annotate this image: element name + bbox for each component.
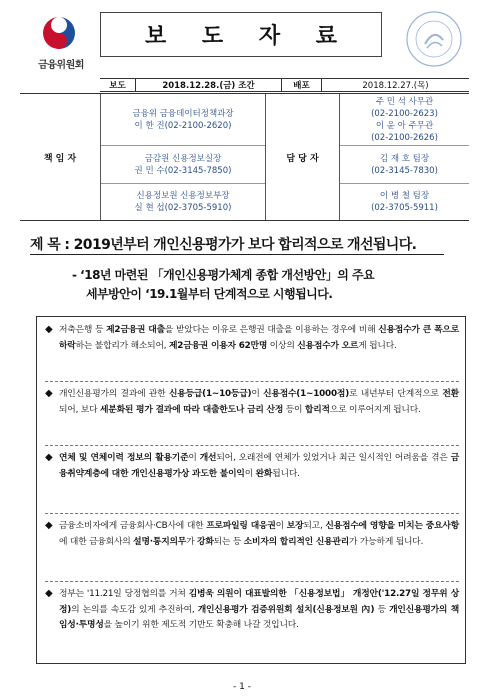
page-number: - 1 - (233, 682, 251, 692)
staff-phone: (02-2100-2626) (371, 132, 438, 143)
bullet-segment: 게 됩니다. (358, 340, 397, 351)
bullet-emphasis: 제2금융권 이용자 62만명 (168, 340, 268, 351)
bullet-segment: 을 받았다는 이유로 은행권 대출을 이용하는 경우에 비해 (164, 325, 379, 335)
summary-bullet (45, 587, 459, 634)
responsible-cell (101, 146, 265, 184)
staff-name: 이 병 철 팀장 (379, 191, 430, 201)
date-row (100, 78, 469, 92)
bullet-segment: 로 내년부터 단계적으로 (349, 389, 443, 399)
bullet-emphasis: 신용점수가 오르 (297, 340, 359, 351)
diamond-bullet-icon: ◆ (45, 588, 53, 599)
bullet-emphasis: 신용점수(1~1000점) (263, 389, 350, 399)
summary-bullet (45, 323, 459, 354)
bullet-segment: 등 (374, 604, 390, 615)
bullet-emphasis: 신용점수에 영향을 미치는 중요사항 (325, 521, 459, 531)
responsible-org: 금감원 신용정보실장 (144, 153, 222, 164)
diamond-bullet-icon: ◆ (45, 388, 53, 399)
bullet-emphasis: (신용정보원 內) (312, 604, 375, 615)
summary-bullet (45, 451, 459, 482)
summary-bullet (45, 519, 459, 550)
bullet-emphasis: 개인신용평가의 책임성·투명성 (59, 604, 459, 630)
bullet-emphasis: 보장 (286, 521, 304, 531)
bullet-emphasis: 설명·통지의무 (133, 536, 187, 547)
bullet-emphasis: 개인신용평가 검증위원회 설치 (197, 604, 313, 615)
responsible-cell (101, 94, 265, 146)
bullet-segment: 등이 (283, 404, 305, 415)
bullet-emphasis: 신용점수가 큰 폭으로 하락 (59, 325, 460, 351)
fss-seal-icon (405, 10, 463, 68)
staff-name: 이 윤 아 주무관 (375, 120, 434, 131)
bullet-segment: 되는 등 (213, 536, 244, 547)
taegeuk-logo-icon (42, 16, 76, 50)
header (20, 10, 469, 82)
bullet-emphasis: 제2금융권 대출 (106, 325, 165, 335)
subject-title: 제 목 : 2019년부터 개인신용평가가 보다 합리적으로 개선됩니다. (30, 237, 417, 253)
bullet-segment: 가 가능하게 됩니다. (349, 536, 424, 547)
bullet-emphasis: 개선 (199, 453, 217, 463)
bullet-segment: 을 높이기 위한 제도적 기반도 확충해 나갈 것입니다. (103, 620, 299, 630)
staff-phone: (02-3705-5911) (371, 203, 438, 213)
staff-cell (340, 146, 469, 184)
bullet-text (59, 323, 459, 354)
bullet-emphasis: 합리적 (304, 404, 330, 415)
bullet-segment: 의 논의를 속도감 있게 추진하여, (71, 604, 198, 615)
staff-label: 담 당 자 (265, 94, 339, 220)
diamond-bullet-icon: ◆ (45, 324, 53, 335)
report-label: 보도 (100, 79, 136, 91)
page-title: 보 도 자 료 (145, 24, 351, 49)
responsible-name: 실 현 섭(02-3705-5910) (134, 203, 232, 213)
bullet-segment: 금융소비자에게 금융회사·CB사에 대한 (59, 521, 207, 531)
dashed-divider (45, 513, 459, 514)
report-date: 2018.12.28.(금) 조간 (136, 79, 282, 91)
staff-phone: (02-2100-2623) (371, 108, 438, 119)
dashed-divider (45, 445, 459, 446)
staff-phone: (02-3145-7830) (371, 165, 438, 176)
bullet-text (59, 587, 459, 634)
responsible-name: 권 민 수(02-3145-7850) (134, 165, 232, 176)
bullet-segment: 되어, 보다 (59, 404, 100, 415)
bullet-segment: 되고, (303, 521, 326, 531)
bullet-segment: 됩니다. (272, 468, 300, 479)
contact-table (20, 93, 469, 221)
bullet-emphasis: 강화 (197, 536, 214, 547)
bullet-text (59, 519, 459, 550)
subtitle (72, 266, 472, 304)
bullet-segment: 가 (186, 536, 198, 547)
dashed-divider (45, 381, 459, 382)
diamond-bullet-icon: ◆ (45, 452, 53, 463)
summary-bullet (45, 387, 459, 418)
bullet-segment: 이 (275, 521, 287, 531)
bullet-segment: 저축은행 등 (59, 325, 107, 335)
bullet-emphasis: 완화 (255, 468, 273, 479)
bullet-segment: 이상의 (267, 340, 298, 351)
bullet-emphasis: 연체 및 연체이력 정보의 활용기준 (59, 453, 189, 463)
subtitle-line: 세부방안이 ‘19.1월부터 단계적으로 시행됩니다. (86, 287, 333, 301)
bullet-emphasis: 전환 (442, 389, 459, 399)
responsible-cell (101, 184, 265, 220)
bullet-segment: 개인신용평가의 결과에 관한 (59, 389, 169, 399)
bullet-segment: 이 (251, 389, 264, 399)
subject-underline (30, 254, 444, 255)
staff-cell (340, 184, 469, 220)
responsible-org: 신용정보원 신용정보부장 (136, 191, 230, 201)
responsible-name: 이 한 진(02-2100-2620) (134, 120, 232, 131)
staff-cell (340, 94, 469, 146)
bullet-segment: 에 대한 금융회사의 (59, 536, 134, 547)
bullet-emphasis: 소비자의 합리적인 신용관리 (243, 536, 350, 547)
bullet-emphasis: 세분화된 평가 결과에 따라 대출한도나 금리 산정 (99, 404, 284, 415)
bullet-emphasis: 프로파일링 대응권 (206, 521, 276, 531)
bullet-text (59, 451, 459, 482)
bullet-segment: 이 (244, 468, 256, 479)
distribute-label: 배포 (282, 79, 322, 91)
staff-column (339, 94, 469, 220)
staff-name: 김 재 호 팀장 (379, 153, 430, 164)
bullet-segment: 되어, 오래전에 연체가 있었거나 최근 일시적인 어려움을 겪은 (216, 453, 451, 463)
bullet-text (59, 387, 459, 418)
fsc-logo (26, 16, 90, 78)
subtitle-line: - ‘18년 마련된 「개인신용평가체계 종합 개선방안」의 주요 (72, 268, 375, 282)
diamond-bullet-icon: ◆ (45, 520, 53, 531)
summary-box (36, 316, 466, 664)
bullet-segment: 하는 불합리가 해소되어, (75, 340, 169, 351)
distribute-date: 2018.12.27.(목) (362, 81, 429, 91)
responsible-column (100, 94, 265, 220)
bullet-emphasis: 금융취약계층에 대한 개인신용평가상 과도한 불이익 (59, 453, 459, 479)
bullet-segment: 이 (188, 453, 200, 463)
bullet-emphasis: ('12.27일 정무위 상정) (59, 589, 459, 615)
press-release-title-box (100, 12, 382, 57)
staff-name: 주 민 석 사무관 (375, 96, 434, 107)
bullet-emphasis: 신용등급(1~10등급) (168, 389, 252, 399)
responsible-org: 금융위 금융데이터정책과장 (132, 108, 234, 119)
bullet-emphasis: 김병욱 의원이 대표발의한 「신용정보법」 개정안 (188, 589, 378, 599)
bullet-segment: 으로 이루어지게 됩니다. (329, 404, 421, 415)
dashed-divider (45, 581, 459, 582)
responsible-label: 책 임 자 (43, 153, 77, 164)
bullet-segment: 정부는 '11.21일 당정협의를 거쳐 (59, 589, 189, 599)
logo-label: 금융위원회 (38, 60, 84, 71)
